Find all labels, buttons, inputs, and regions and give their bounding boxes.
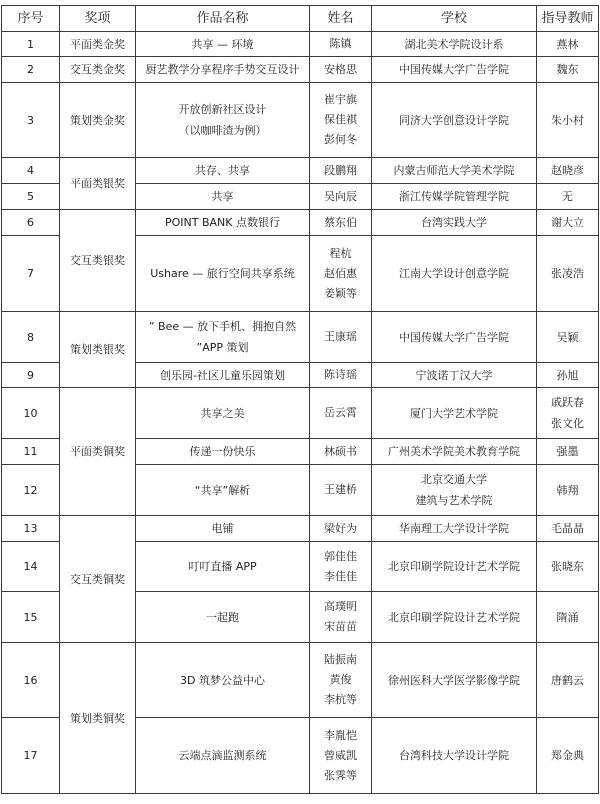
- student-names: [310, 592, 372, 643]
- student-names-line: 郭佳佳: [324, 549, 357, 563]
- row-number: 5: [2, 184, 60, 210]
- teacher-name-line: 魏东: [556, 63, 579, 76]
- school-name-line: 同济大学创意设计学院: [399, 113, 509, 127]
- header-award: 奖项: [60, 6, 136, 32]
- work-title: [136, 592, 310, 643]
- teacher-name-line: 赵晓彦: [551, 164, 584, 177]
- school-name: [372, 236, 537, 312]
- school-name: [372, 210, 537, 236]
- teacher-name-line: 韩翔: [556, 483, 579, 497]
- work-title-line: 叮叮直播 APP: [188, 560, 257, 573]
- teacher-name: [537, 32, 599, 57]
- school-name-line: 北京印刷学院设计艺术学院: [388, 610, 520, 624]
- school-name: [372, 363, 537, 388]
- row-number: 3: [2, 83, 60, 158]
- student-names-line: 宋苗苗: [324, 620, 357, 633]
- work-title: [136, 643, 310, 718]
- table-row: [2, 312, 599, 363]
- student-names: [310, 158, 372, 184]
- teacher-name: [537, 184, 599, 210]
- row-number: 10: [2, 388, 60, 439]
- student-names: [310, 516, 372, 542]
- student-names-line: 高璞明: [324, 600, 357, 613]
- teacher-name-line: 郑金典: [551, 749, 584, 762]
- school-name-line: 宁波诺丁汉大学: [415, 368, 493, 382]
- school-name: [372, 158, 537, 184]
- work-title-line: 共享: [211, 190, 234, 203]
- teacher-name: [537, 57, 599, 83]
- student-names-line: 王建桥: [324, 483, 357, 496]
- school-name: [372, 312, 537, 363]
- teacher-name: [537, 236, 599, 312]
- teacher-name-line: 强墨: [556, 445, 579, 458]
- row-number: 15: [2, 592, 60, 643]
- work-title-line: 共享之美: [200, 406, 245, 420]
- student-names-line: 赵佰惠: [324, 266, 357, 280]
- student-names-line: 安格思: [324, 62, 357, 76]
- student-names-line: 吴向辰: [324, 189, 357, 203]
- work-title-line: 传递一份快乐: [189, 445, 256, 458]
- row-number: 7: [2, 236, 60, 312]
- teacher-name-line: 孙旭: [556, 368, 579, 382]
- school-name-line: 中国传媒大学广告学院: [399, 330, 509, 344]
- student-names: [310, 57, 372, 83]
- teacher-name-line: 谢大立: [551, 216, 584, 229]
- teacher-name-line: 朱小村: [551, 113, 584, 127]
- school-name: [372, 184, 537, 210]
- work-title-line: 3D 筑梦公益中心: [180, 673, 265, 687]
- student-names-line: 李佳佳: [324, 569, 357, 583]
- student-names: [310, 312, 372, 363]
- teacher-name: [537, 312, 599, 363]
- row-number: 16: [2, 643, 60, 718]
- work-title: [136, 83, 310, 158]
- work-title: [136, 439, 310, 465]
- teacher-name: [537, 643, 599, 718]
- award-category: 策划类银奖: [60, 312, 136, 388]
- student-names-line: 陆振南: [324, 653, 357, 666]
- student-names: [310, 236, 372, 312]
- header-teacher: 指导教师: [537, 6, 599, 32]
- work-title-line: 电铺: [211, 522, 234, 535]
- student-names-line: 彭何冬: [324, 133, 357, 146]
- work-title-line: 共存、共享: [195, 164, 250, 177]
- table-row: [2, 57, 599, 83]
- school-name-line: 北京印刷学院设计艺术学院: [388, 560, 520, 573]
- school-name-line: 北京交通大学: [421, 473, 487, 486]
- student-names: [310, 210, 372, 236]
- award-category: 交互类银奖: [60, 210, 136, 312]
- row-number: 8: [2, 312, 60, 363]
- header-school: 学校: [372, 6, 537, 32]
- work-title-line: Ushare — 旅行空间共享系统: [150, 267, 295, 280]
- table-row: [2, 516, 599, 542]
- student-names: [310, 363, 372, 388]
- school-name-line: 徐州医科大学医学影像学院: [388, 673, 520, 687]
- award-category: 策划类铜奖: [60, 643, 136, 794]
- teacher-name: [537, 718, 599, 794]
- school-name: [372, 439, 537, 465]
- teacher-name: [537, 83, 599, 158]
- teacher-name-line: 张凌浩: [551, 267, 584, 280]
- school-name-line: 华南理工大学设计学院: [399, 522, 509, 535]
- school-name: [372, 83, 537, 158]
- work-title-line: “共享”解析: [194, 483, 251, 497]
- table-row: [2, 388, 599, 439]
- work-title: [136, 363, 310, 388]
- row-number: 6: [2, 210, 60, 236]
- row-number: 1: [2, 32, 60, 57]
- work-title: [136, 57, 310, 83]
- teacher-name-line: 毛晶晶: [551, 522, 584, 535]
- school-name-line: 建筑与艺术学院: [415, 494, 493, 507]
- student-names-line: 保佳祺: [324, 113, 357, 126]
- work-title: [136, 465, 310, 516]
- row-number: 11: [2, 439, 60, 465]
- student-names-line: 岳云霄: [324, 406, 357, 419]
- school-name: [372, 57, 537, 83]
- teacher-name-line: 戚跃春: [551, 396, 584, 409]
- row-number: 2: [2, 57, 60, 83]
- award-category: 策划类金奖: [60, 83, 136, 158]
- teacher-name: [537, 516, 599, 542]
- table-row: [2, 643, 599, 718]
- student-names: [310, 184, 372, 210]
- student-names-line: 李杭等: [324, 693, 357, 706]
- student-names-line: 崔宇旗: [324, 93, 357, 106]
- student-names: [310, 32, 372, 57]
- work-title: [136, 210, 310, 236]
- work-title: [136, 32, 310, 57]
- work-title-line: ” Bee — 放下手机、拥抱自然: [148, 320, 297, 333]
- school-name-line: 江南大学设计创意学院: [399, 267, 509, 280]
- awards-table: [1, 5, 599, 794]
- school-name-line: 厦门大学艺术学院: [410, 406, 498, 420]
- student-names-line: 姜颖等: [324, 286, 357, 300]
- school-name-line: 台湾实践大学: [421, 216, 487, 229]
- school-name-line: 广州美术学院美术教育学院: [388, 445, 520, 458]
- row-number: 9: [2, 363, 60, 388]
- award-category: 平面类铜奖: [60, 388, 136, 516]
- school-name: [372, 516, 537, 542]
- teacher-name-line: 燕林: [556, 37, 579, 51]
- work-title: [136, 184, 310, 210]
- student-names-line: 蔡东伯: [324, 215, 357, 229]
- work-title-line: ”APP 策划: [196, 341, 249, 354]
- student-names-line: 段鹏翔: [324, 163, 357, 177]
- table-row: [2, 83, 599, 158]
- teacher-name: [537, 542, 599, 592]
- school-name: [372, 592, 537, 643]
- teacher-name-line: 隋涌: [556, 610, 579, 624]
- row-number: 4: [2, 158, 60, 184]
- work-title: [136, 236, 310, 312]
- student-names-line: 梁好为: [324, 521, 357, 535]
- school-name: [372, 32, 537, 57]
- header-name: 姓名: [310, 6, 372, 32]
- school-name: [372, 718, 537, 794]
- work-title-line: 开放创新社区设计: [178, 103, 267, 116]
- student-names: [310, 542, 372, 592]
- work-title: [136, 542, 310, 592]
- award-category: 交互类铜奖: [60, 516, 136, 643]
- teacher-name-line: 唐鹤云: [551, 673, 584, 687]
- student-names-line: 陈诗瑶: [324, 368, 357, 381]
- student-names-line: 李胤恺: [324, 728, 357, 742]
- header-title: 作品名称: [136, 6, 310, 32]
- teacher-name: [537, 388, 599, 439]
- work-title-line: 云端点滴监测系统: [178, 749, 267, 762]
- table-row: [2, 32, 599, 57]
- school-name: [372, 465, 537, 516]
- student-names: [310, 718, 372, 794]
- student-names-line: 张霁等: [324, 768, 357, 782]
- teacher-name-line: 吴颖: [556, 330, 579, 344]
- school-name-line: 内蒙古师范大学美术学院: [393, 164, 515, 177]
- award-category: 平面类银奖: [60, 158, 136, 210]
- row-number: 12: [2, 465, 60, 516]
- award-category: 交互类金奖: [60, 57, 136, 83]
- work-title-line: POINT BANK 点数银行: [165, 216, 280, 229]
- award-category: 平面类金奖: [60, 32, 136, 57]
- table-row: [2, 158, 599, 184]
- student-names: [310, 83, 372, 158]
- work-title-line: （以咖啡渣为例）: [178, 124, 267, 137]
- row-number: 17: [2, 718, 60, 794]
- school-name: [372, 388, 537, 439]
- student-names-line: 陈镇: [329, 37, 352, 50]
- school-name: [372, 542, 537, 592]
- work-title: [136, 388, 310, 439]
- student-names-line: 曾威凯: [324, 748, 357, 762]
- header-no: 序号: [2, 6, 60, 32]
- student-names: [310, 465, 372, 516]
- row-number: 14: [2, 542, 60, 592]
- teacher-name: [537, 465, 599, 516]
- student-names-line: 黄俊: [329, 673, 352, 686]
- work-title: [136, 718, 310, 794]
- row-number: 13: [2, 516, 60, 542]
- school-name-line: 湖北美术学院设计系: [404, 37, 504, 51]
- work-title-line: 创乐园-社区儿童乐园策划: [160, 368, 285, 382]
- work-title-line: 共享 — 环境: [191, 37, 254, 51]
- teacher-name: [537, 158, 599, 184]
- student-names-line: 程杭: [329, 246, 352, 260]
- header-row: [2, 6, 599, 32]
- school-name-line: 中国传媒大学广告学院: [399, 63, 509, 76]
- work-title: [136, 312, 310, 363]
- table-body: [2, 32, 599, 794]
- work-title: [136, 516, 310, 542]
- teacher-name-line: 张文化: [551, 417, 584, 430]
- teacher-name: [537, 210, 599, 236]
- work-title-line: 一起跑: [206, 610, 239, 624]
- teacher-name-line: 张晓东: [551, 560, 584, 573]
- student-names: [310, 439, 372, 465]
- work-title: [136, 158, 310, 184]
- teacher-name: [537, 439, 599, 465]
- student-names-line: 林硕书: [324, 444, 357, 458]
- school-name-line: 台湾科技大学设计学院: [399, 749, 509, 762]
- student-names: [310, 643, 372, 718]
- school-name: [372, 643, 537, 718]
- student-names-line: 王康瑶: [324, 330, 357, 343]
- student-names: [310, 388, 372, 439]
- teacher-name: [537, 592, 599, 643]
- table-row: [2, 210, 599, 236]
- teacher-name: [537, 363, 599, 388]
- work-title-line: 厨艺教学分享程序手势交互设计: [145, 63, 300, 76]
- teacher-name-line: 无: [562, 190, 573, 203]
- school-name-line: 浙江传媒学院管理学院: [399, 190, 509, 203]
